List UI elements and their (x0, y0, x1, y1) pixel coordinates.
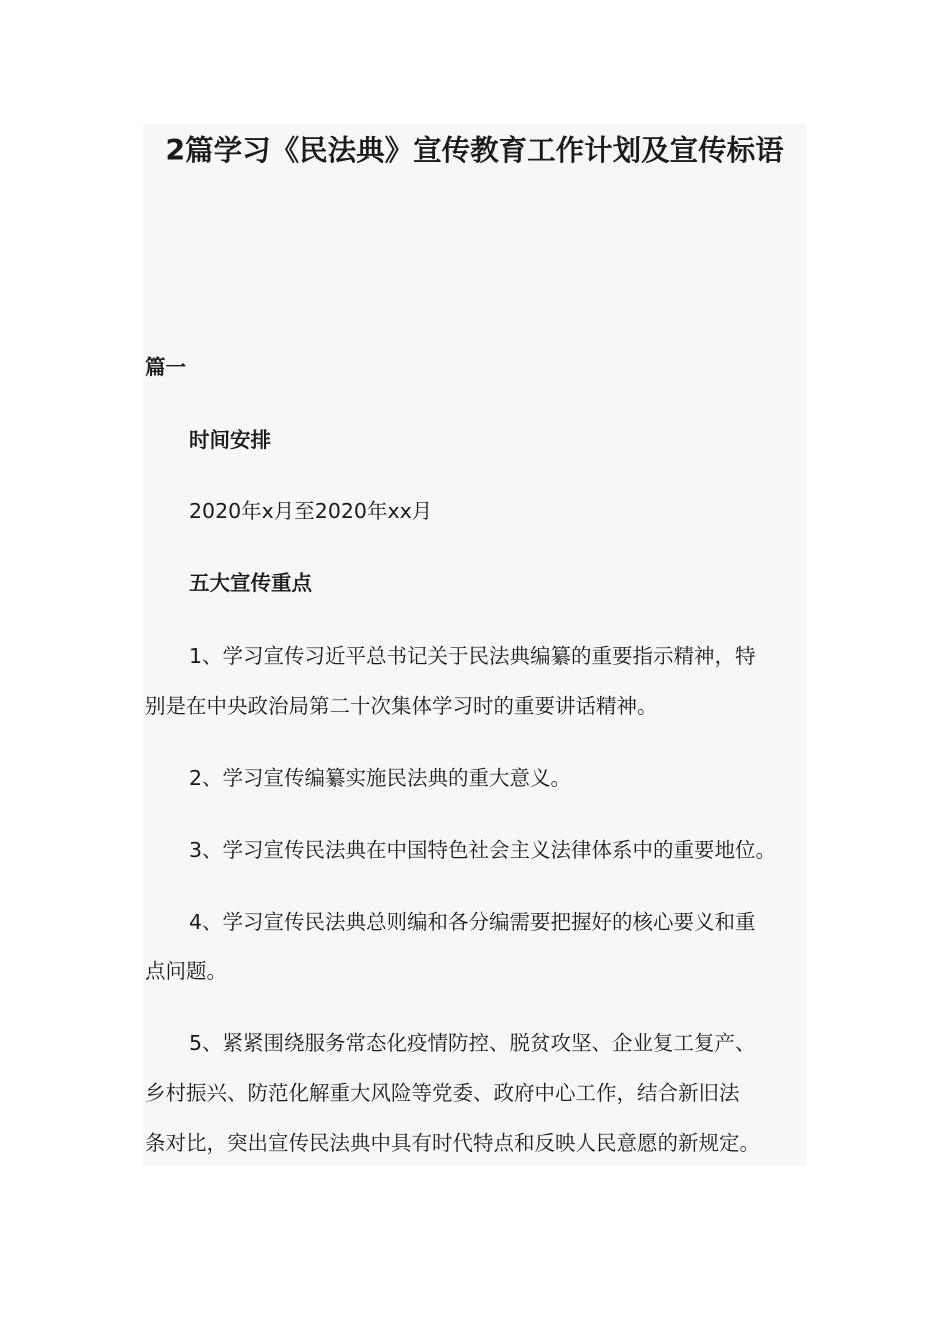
point-1-line-2: 别是在中央政治局第二十次集体学习时的重要讲话精神。 (145, 694, 658, 718)
time-heading: 时间安排 (189, 428, 271, 452)
point-4-line-1: 4、学习宣传民法典总则编和各分编需要把握好的核心要义和重 (189, 910, 756, 934)
point-5-line-3: 条对比，突出宣传民法典中具有时代特点和反映人民意愿的新规定。 (145, 1131, 760, 1155)
point-1-line-1: 1、学习宣传习近平总书记关于民法典编纂的重要指示精神，特 (189, 644, 756, 668)
point-4-line-2: 点问题。 (145, 959, 227, 983)
focus-heading: 五大宣传重点 (189, 571, 312, 595)
point-5-line-1: 5、紧紧围绕服务常态化疫情防控、脱贫攻坚、企业复工复产、 (189, 1031, 756, 1055)
document-title: 2篇学习《民法典》宣传教育工作计划及宣传标语 (165, 134, 784, 167)
section-label: 篇一 (145, 355, 186, 379)
point-3-line-1: 3、学习宣传民法典在中国特色社会主义法律体系中的重要地位。 (189, 838, 777, 862)
time-range: 2020年x月至2020年xx月 (189, 499, 433, 523)
point-5-line-2: 乡村振兴、防范化解重大风险等党委、政府中心工作，结合新旧法 (145, 1081, 740, 1105)
point-2-line-1: 2、学习宣传编纂实施民法典的重大意义。 (189, 766, 572, 790)
